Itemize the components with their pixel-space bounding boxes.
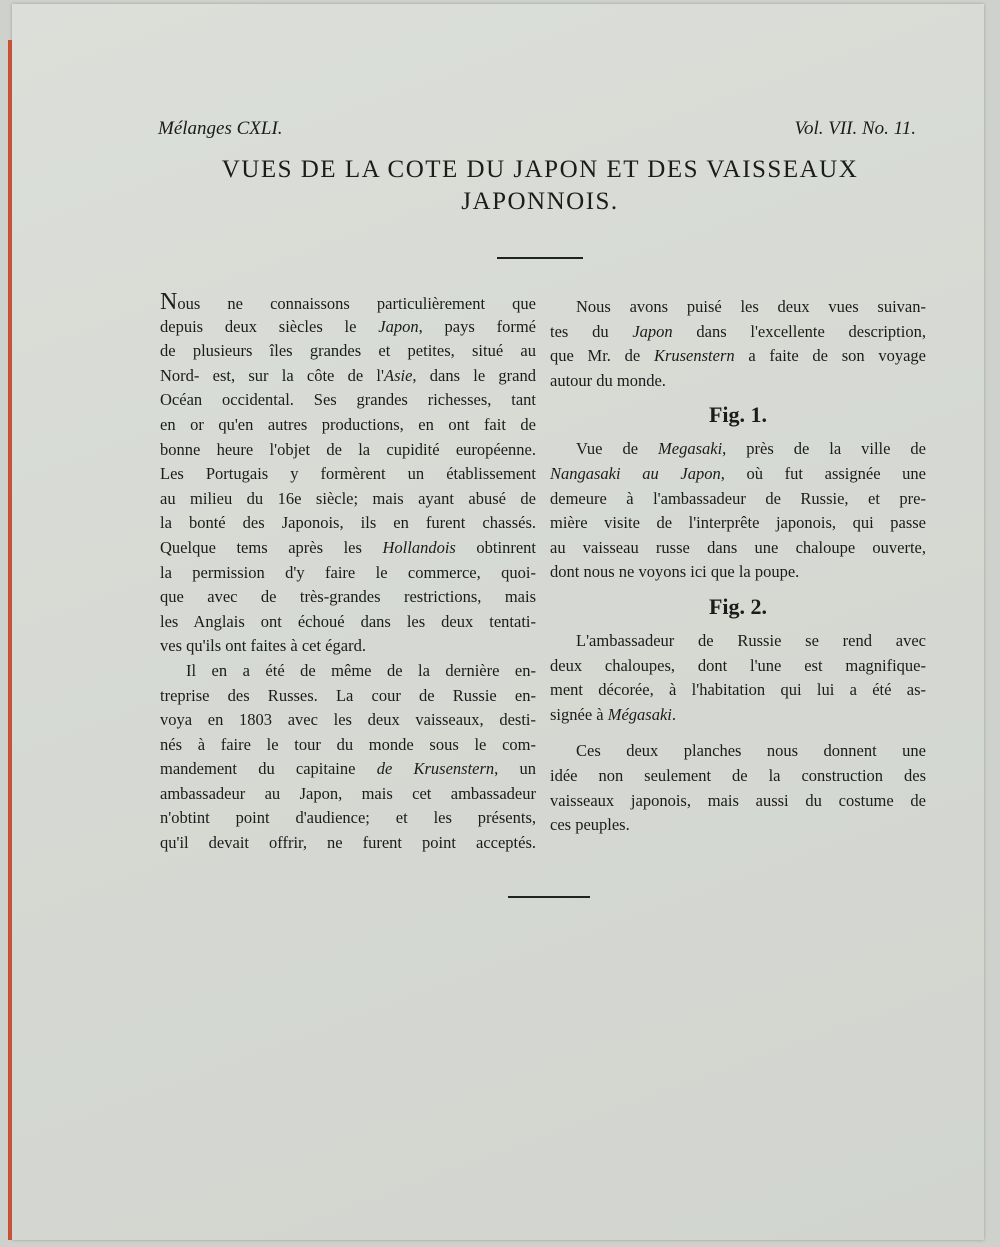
text-run: ous ne connaissons particulièrement que xyxy=(177,294,536,313)
text-run: demeure à l'ambassadeur de Russie, et pre- xyxy=(550,488,926,508)
text-run: au milieu du 16e siècle; mais ayant abusé de xyxy=(160,488,536,508)
italic-text: de Krusenstern xyxy=(376,759,495,779)
text-run: a faite de son voyage xyxy=(734,346,927,366)
text-run: signée à xyxy=(550,704,608,724)
text-line xyxy=(550,320,926,345)
text-line xyxy=(160,634,536,659)
text-line xyxy=(160,659,536,684)
text-line xyxy=(550,511,926,536)
left-column xyxy=(160,290,536,856)
text-run: deux chaloupes, dont l'une est magnifique- xyxy=(550,655,926,675)
text-line xyxy=(160,388,536,413)
text-run: vaisseaux japonois, mais aussi du costume de xyxy=(550,790,926,810)
right-column xyxy=(550,295,926,838)
text-run: dont nous ne voyons ici que la poupe. xyxy=(550,562,800,582)
text-line xyxy=(160,708,536,733)
italic-text: Krusenstern xyxy=(653,346,735,366)
text-run: obtinrent xyxy=(455,537,537,557)
text-run: Quelque tems après les xyxy=(160,537,383,557)
text-line xyxy=(160,536,536,561)
italic-text: Japon xyxy=(632,321,673,341)
series-label: Mélanges CXLI. xyxy=(158,118,283,139)
text-line xyxy=(160,487,536,512)
text-line xyxy=(550,764,926,789)
title-divider xyxy=(497,257,583,259)
volume-label: Vol. VII. No. 11. xyxy=(794,118,916,139)
text-line xyxy=(160,610,536,635)
text-line xyxy=(160,782,536,807)
figure-heading: Fig. 2. xyxy=(708,593,768,619)
text-line xyxy=(160,315,536,340)
text-line xyxy=(160,733,536,758)
text-run: les Anglais ont échoué dans les deux tentati- xyxy=(160,611,536,631)
text-run: , un xyxy=(494,759,536,779)
text-run: tes du xyxy=(550,321,633,341)
text-run: Il en a été de même de la dernière en- xyxy=(186,660,536,680)
text-line xyxy=(160,438,536,463)
text-run: bonne heure l'objet de la cupidité européenne. xyxy=(160,439,536,459)
text-run: Les Portugais y formèrent un établissement xyxy=(160,464,536,484)
text-run: idée non seulement de la construction des xyxy=(550,765,926,785)
text-run: au vaisseau russe dans une chaloupe ouverte, xyxy=(550,537,926,557)
text-run: que Mr. de xyxy=(550,346,654,366)
text-run: Nous avons puisé les deux vues suivan- xyxy=(576,297,926,316)
text-line xyxy=(550,536,926,561)
end-divider xyxy=(508,896,590,898)
text-run: mière visite de l'interprête japonois, qui passe xyxy=(550,513,926,533)
text-run: Vue de xyxy=(576,439,659,459)
italic-text: Mégasaki xyxy=(607,704,672,724)
text-run: , près de la ville de xyxy=(722,439,926,459)
text-line xyxy=(160,339,536,364)
text-line xyxy=(550,462,926,487)
text-run: ces peuples. xyxy=(550,815,630,835)
text-line xyxy=(550,654,926,679)
text-run: , pays formé xyxy=(418,316,536,336)
text-run: la bonté des Japonois, ils en furent chassés. xyxy=(160,513,536,533)
text-run: , dans le grand xyxy=(412,365,536,385)
text-run: la permission d'y faire le commerce, quoi- xyxy=(160,562,536,582)
text-run: . xyxy=(671,704,677,724)
text-run: que avec de très-grandes restrictions, mais xyxy=(160,587,536,607)
text-line xyxy=(160,364,536,389)
page-title-line1: VUES DE LA COTE DU JAPON ET DES VAISSEAUX xyxy=(221,156,859,183)
text-line xyxy=(160,684,536,709)
text-run: Ces deux planches nous donnent une xyxy=(576,741,926,761)
text-run: ment décorée, à l'habitation qui lui a été as- xyxy=(550,680,926,700)
text-run: depuis deux siècles le xyxy=(160,316,379,336)
text-line xyxy=(550,703,926,728)
page-title-line2: JAPONNOIS. xyxy=(461,188,619,215)
text-line xyxy=(550,813,926,838)
text-run: dans l'excellente description, xyxy=(672,321,926,341)
text-line xyxy=(550,560,926,585)
text-line xyxy=(550,295,926,320)
text-run: , où fut assignée une xyxy=(720,463,926,483)
italic-text: Megasaki xyxy=(658,439,723,459)
figure-heading: Fig. 1. xyxy=(708,402,768,428)
text-run: nés à faire le tour du monde sous le com- xyxy=(160,734,536,754)
text-line xyxy=(160,290,536,315)
text-line xyxy=(550,344,926,369)
text-run: de plusieurs îles grandes et petites, situé au xyxy=(160,341,536,361)
italic-text: Hollandois xyxy=(382,537,456,557)
text-line xyxy=(550,789,926,814)
text-run: Océan occidental. Ses grandes richesses, tant xyxy=(160,390,536,410)
text-line xyxy=(160,585,536,610)
text-run: Nord- est, sur la côte de l' xyxy=(160,365,384,385)
text-line xyxy=(160,806,536,831)
text-line xyxy=(550,369,926,394)
text-run: autour du monde. xyxy=(550,370,666,390)
text-line xyxy=(550,437,926,462)
text-line xyxy=(550,487,926,512)
text-line xyxy=(550,739,926,764)
text-run: ves qu'ils ont faites à cet égard. xyxy=(160,636,366,656)
text-run: en or qu'en autres productions, en ont fait de xyxy=(160,414,536,434)
text-run: L'ambassadeur de Russie se rend avec xyxy=(576,630,926,650)
text-run: qu'il devait offrir, ne furent point acceptés. xyxy=(160,833,536,853)
text-line xyxy=(550,678,926,703)
text-line xyxy=(550,629,926,654)
text-line xyxy=(160,757,536,782)
text-run: n'obtint point d'audience; et les présents, xyxy=(160,808,536,828)
italic-text: Nangasaki au Japon xyxy=(550,463,721,483)
italic-text: Japon xyxy=(378,316,419,336)
text-line xyxy=(160,511,536,536)
text-run: ambassadeur au Japon, mais cet ambassadeur xyxy=(160,783,536,803)
text-line xyxy=(160,462,536,487)
text-line xyxy=(160,413,536,438)
paragraph-gap xyxy=(550,727,926,739)
text-line xyxy=(160,831,536,856)
text-run: mandement du capitaine xyxy=(160,759,377,779)
text-line xyxy=(160,561,536,586)
italic-text: Asie xyxy=(384,365,413,385)
text-run: voya en 1803 avec les deux vaisseaux, desti- xyxy=(160,710,536,730)
text-run: treprise des Russes. La cour de Russie en- xyxy=(160,685,536,705)
drop-cap: N xyxy=(160,289,178,315)
